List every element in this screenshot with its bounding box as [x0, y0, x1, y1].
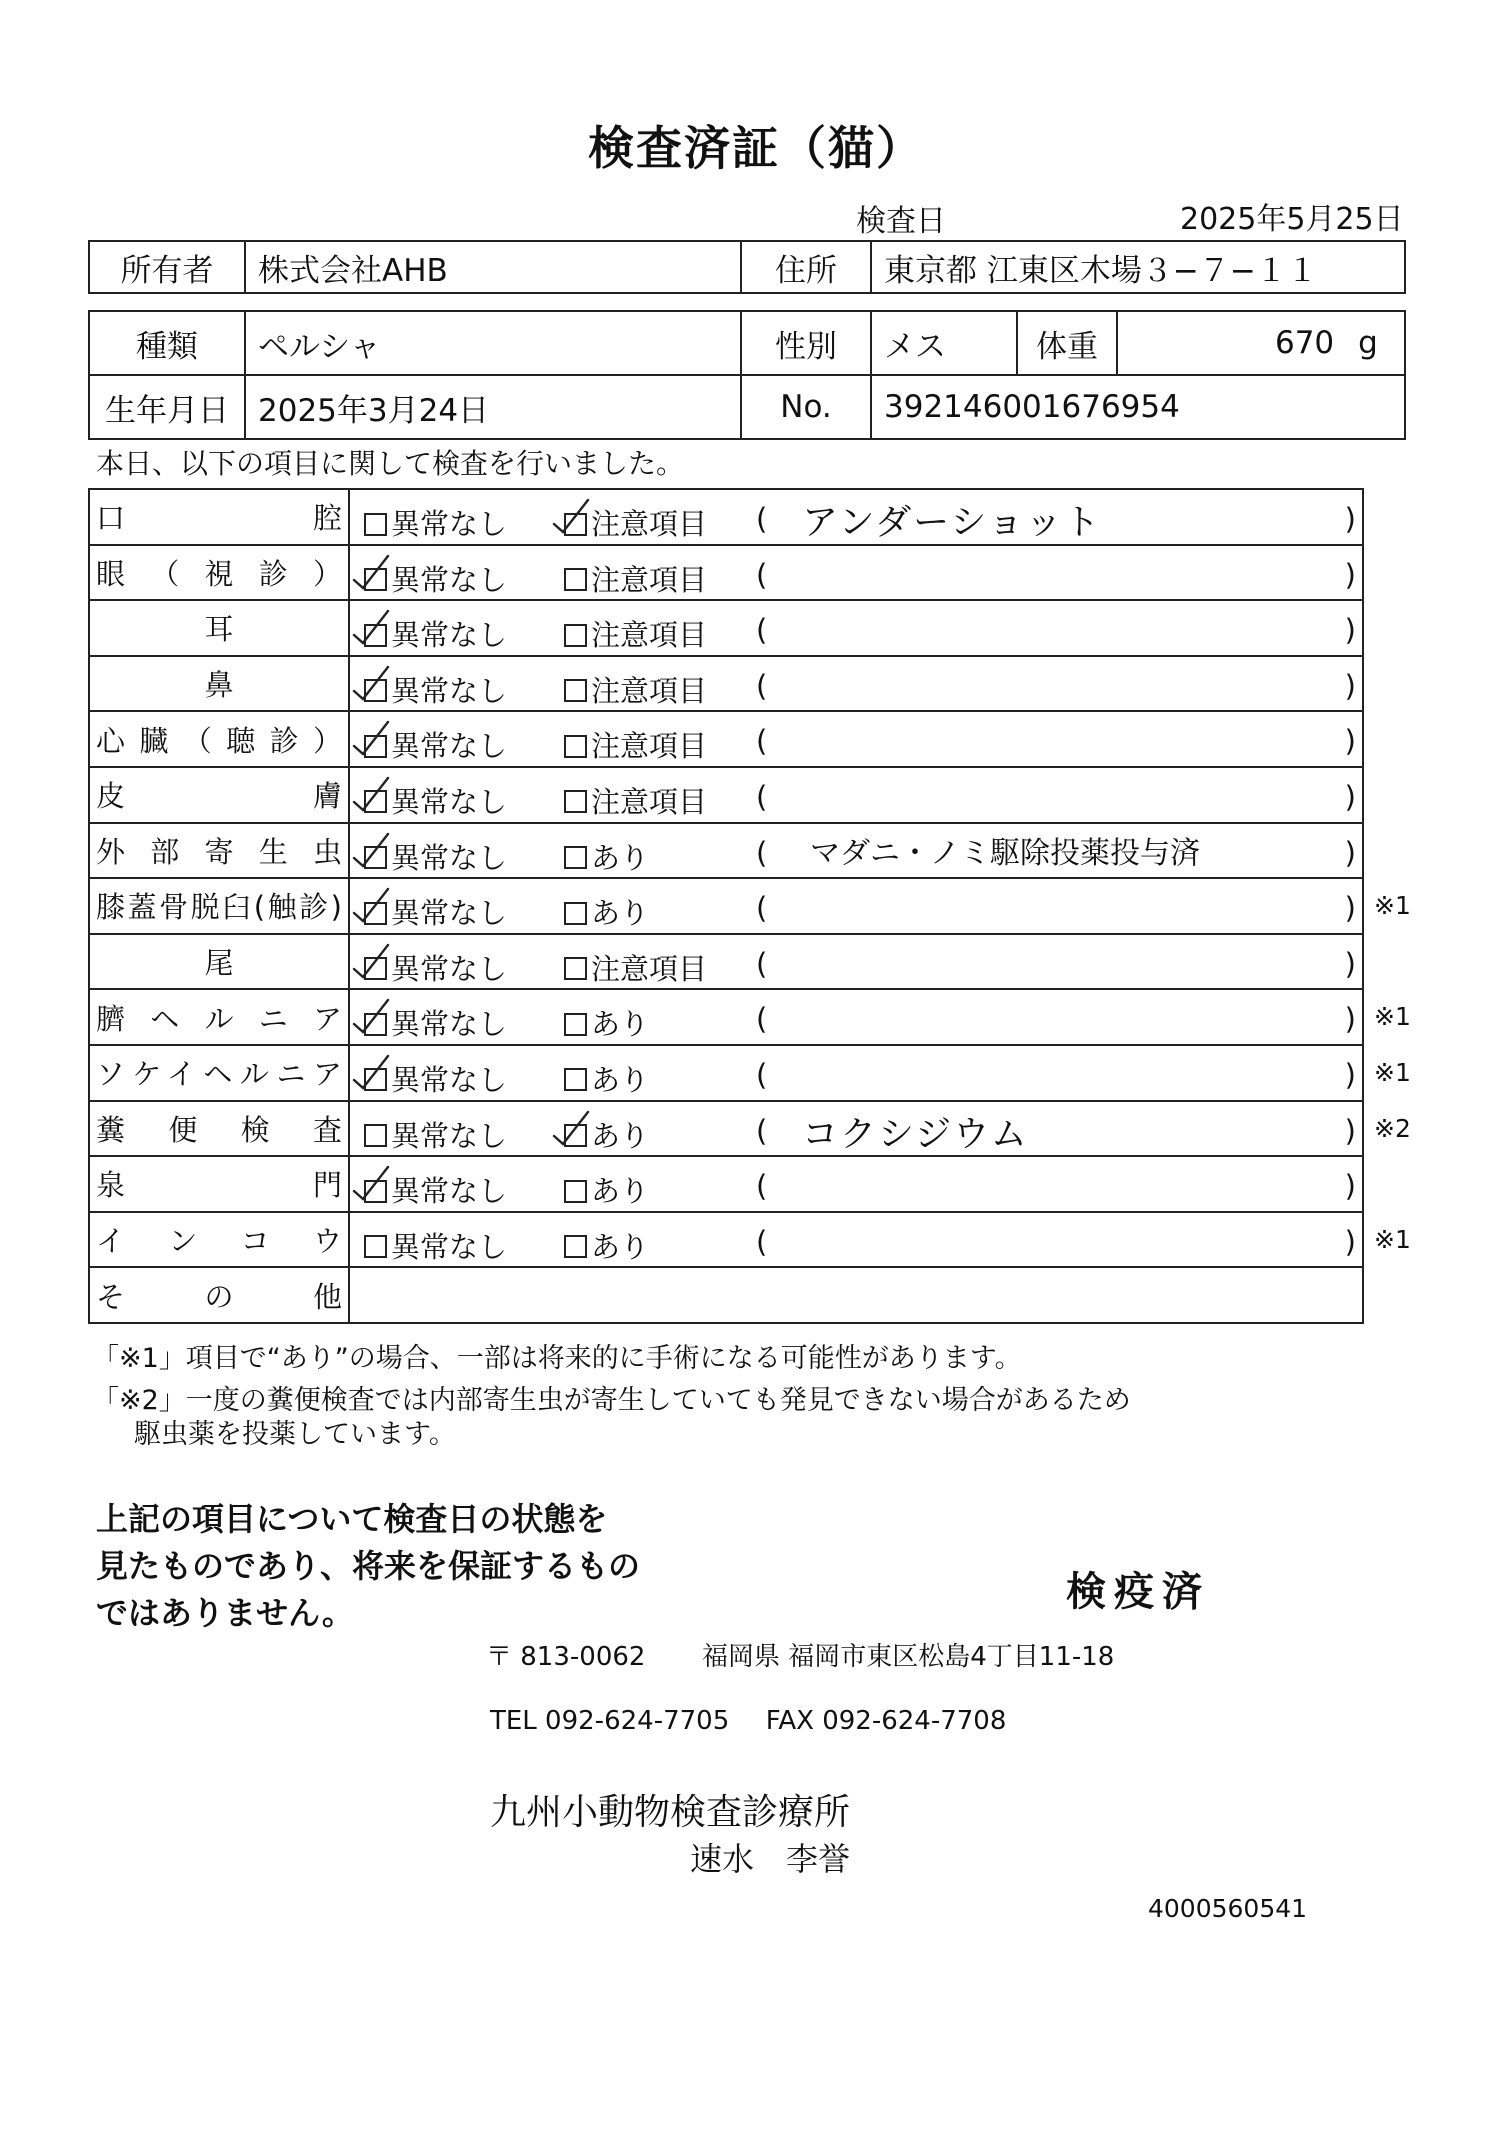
- option-finding-label: 注意項目: [591, 673, 708, 708]
- exam-item-label: [89, 1267, 349, 1323]
- owner-table: [88, 240, 1406, 294]
- sex-value: メス: [871, 311, 1017, 375]
- checkbox-icon[interactable]: [364, 790, 387, 813]
- note-2-continued: 駆虫薬を投薬しています。: [134, 1419, 456, 1450]
- exam-item-label: [89, 878, 349, 934]
- checkbox-icon[interactable]: [564, 1235, 587, 1258]
- exam-row: [89, 656, 1363, 712]
- option-normal[interactable]: [364, 780, 507, 821]
- owner-value: 株式会社AHB: [245, 241, 741, 293]
- checkbox-icon[interactable]: [564, 679, 587, 702]
- vet-name: 速水 李誉: [690, 1840, 851, 1878]
- exam-item-label: [89, 711, 349, 767]
- sex-label: 性別: [741, 311, 871, 375]
- other-remarks[interactable]: [349, 1267, 1363, 1323]
- option-finding-label: 注意項目: [591, 951, 708, 986]
- option-finding-label: 注意項目: [591, 562, 708, 597]
- weight-label: 体重: [1017, 311, 1117, 375]
- exam-item-label: [89, 989, 349, 1045]
- option-normal-label: 異常なし: [391, 507, 508, 541]
- option-normal-label: 異常なし: [391, 840, 508, 875]
- option-normal[interactable]: [364, 891, 507, 932]
- exam-item-label: [89, 1212, 349, 1268]
- address-label: 住所: [741, 241, 871, 293]
- other-label: その他: [96, 1279, 342, 1314]
- declaration: [96, 1496, 640, 1637]
- animal-table: [88, 310, 1406, 440]
- option-finding-label: あり: [591, 896, 650, 931]
- checkbox-icon[interactable]: [564, 568, 587, 591]
- exam-row: [89, 489, 1363, 545]
- exam-options: [349, 545, 1363, 601]
- remarks-parentheses: ( ): [756, 779, 1356, 814]
- exam-item-text: 膝蓋骨脱臼(触診): [96, 890, 342, 925]
- exam-item-text: 眼（視診）: [96, 556, 342, 591]
- exam-row: [89, 823, 1363, 879]
- exam-item-label: [89, 1101, 349, 1157]
- exam-remark: アンダーショット: [802, 502, 1102, 543]
- exam-row: [89, 545, 1363, 601]
- clinic-address: 福岡県 福岡市東区松島4丁目11-18: [701, 1642, 1115, 1672]
- option-finding-label: あり: [591, 1229, 650, 1264]
- quarantine-stamp: 検疫済: [1066, 1569, 1210, 1615]
- option-normal-label: 異常なし: [391, 951, 508, 986]
- option-finding[interactable]: [564, 502, 707, 543]
- weight-cell: [1117, 311, 1405, 375]
- remarks-parentheses: ( ): [756, 946, 1356, 981]
- checkbox-icon[interactable]: [364, 846, 387, 869]
- exam-options: [349, 489, 1363, 545]
- exam-options: [349, 767, 1363, 823]
- option-normal[interactable]: [364, 947, 507, 988]
- remarks-parentheses: ( ): [756, 1002, 1356, 1037]
- checkbox-icon[interactable]: [564, 624, 587, 647]
- exam-item-label: [89, 600, 349, 656]
- checkbox-icon[interactable]: [364, 513, 387, 536]
- exam-item-label: [89, 1045, 349, 1101]
- remarks-parentheses: ( ): [756, 502, 1356, 536]
- checkbox-icon[interactable]: [364, 1124, 387, 1147]
- exam-date-label: 検査日: [856, 204, 946, 239]
- option-finding[interactable]: [564, 947, 707, 988]
- exam-options: [349, 656, 1363, 712]
- exam-date: 2025年5月25日: [1180, 202, 1404, 237]
- checkbox-icon[interactable]: [564, 1124, 587, 1147]
- checkbox-icon[interactable]: [364, 1013, 387, 1036]
- remarks-parentheses: ( ): [756, 724, 1356, 759]
- exam-item-text: 心臓（聴診）: [96, 723, 342, 758]
- exam-options: [349, 600, 1363, 656]
- option-finding-label: 注意項目: [591, 507, 708, 541]
- exam-item-text: 尾: [204, 946, 234, 981]
- exam-item-text: 鼻: [204, 668, 234, 703]
- option-normal-label: 異常なし: [391, 896, 508, 931]
- option-finding[interactable]: [564, 1169, 649, 1210]
- checkbox-icon[interactable]: [364, 902, 387, 925]
- checkbox-icon[interactable]: [564, 1068, 587, 1091]
- remarks-parentheses: ( ): [756, 668, 1356, 703]
- checkbox-icon[interactable]: [564, 1180, 587, 1203]
- clinic-fax: FAX 092-624-7708: [765, 1706, 1007, 1736]
- option-normal-label: 異常なし: [391, 1118, 508, 1153]
- exam-row: [89, 878, 1363, 934]
- exam-options: [349, 1101, 1363, 1157]
- option-finding-label: あり: [591, 840, 650, 875]
- checkbox-icon[interactable]: [564, 846, 587, 869]
- option-finding[interactable]: [564, 836, 649, 877]
- option-finding[interactable]: [564, 780, 707, 821]
- exam-row: [89, 600, 1363, 656]
- option-finding[interactable]: [564, 891, 649, 932]
- option-normal[interactable]: [364, 836, 507, 877]
- remarks-parentheses: ( ): [756, 835, 1356, 870]
- option-normal-label: 異常なし: [391, 1174, 508, 1209]
- option-normal[interactable]: [364, 669, 507, 710]
- option-finding-label: あり: [591, 1174, 650, 1209]
- option-normal-label: 異常なし: [391, 1062, 508, 1097]
- exam-item-text: 泉門: [96, 1168, 342, 1203]
- remarks-parentheses: ( ): [756, 1057, 1356, 1092]
- exam-remark: コクシジウム: [802, 1113, 1029, 1155]
- checkbox-icon[interactable]: [364, 679, 387, 702]
- checkbox-icon[interactable]: [364, 1235, 387, 1258]
- footnote-mark: ※1: [1374, 1058, 1411, 1087]
- serial-number: 4000560541: [1148, 1894, 1308, 1923]
- option-finding-label: 注意項目: [591, 618, 708, 653]
- document-title: 検査済証（猫）: [588, 121, 924, 175]
- option-finding[interactable]: [564, 1058, 649, 1099]
- breed-label: 種類: [89, 311, 245, 375]
- exam-item-label: [89, 823, 349, 879]
- remarks-parentheses: ( ): [756, 891, 1356, 926]
- exam-item-label: [89, 656, 349, 712]
- checkbox-icon[interactable]: [564, 957, 587, 980]
- exam-options: [349, 934, 1363, 990]
- checkbox-icon[interactable]: [364, 624, 387, 647]
- exam-remark: マダニ・ノミ駆除投薬投与済: [810, 835, 1200, 871]
- clinic-name: 九州小動物検査診療所: [490, 1792, 851, 1833]
- exam-table: [88, 488, 1364, 1324]
- exam-row: [89, 1156, 1363, 1212]
- checkbox-icon[interactable]: [564, 902, 587, 925]
- option-finding-label: あり: [591, 1118, 650, 1153]
- option-finding-label: あり: [591, 1062, 650, 1097]
- checkbox-icon[interactable]: [564, 735, 587, 758]
- option-finding[interactable]: [564, 724, 707, 765]
- footnote-mark: ※1: [1374, 1002, 1411, 1032]
- exam-item-text: インコウ: [96, 1224, 342, 1259]
- option-finding[interactable]: [564, 669, 707, 710]
- remarks-parentheses: ( ): [756, 1224, 1356, 1259]
- option-normal-label: 異常なし: [391, 1007, 508, 1042]
- declaration-line-3: ではありません。: [96, 1594, 354, 1632]
- owner-label: 所有者: [89, 241, 245, 293]
- exam-row: [89, 1101, 1363, 1157]
- exam-item-text: 臍ヘルニア: [96, 1001, 342, 1036]
- breed-value: ペルシャ: [245, 311, 741, 375]
- checkbox-icon[interactable]: [564, 790, 587, 813]
- checkbox-icon[interactable]: [364, 735, 387, 758]
- exam-options: [349, 878, 1363, 934]
- note-2: 「※2」一度の糞便検査では内部寄生虫が寄生していても発見できない場合があるため: [92, 1385, 1131, 1416]
- checkbox-icon[interactable]: [364, 1180, 387, 1203]
- option-finding[interactable]: [564, 1002, 649, 1043]
- footnote-mark: ※1: [1374, 891, 1411, 921]
- exam-item-text: 糞便検査: [96, 1112, 342, 1147]
- option-normal-label: 異常なし: [391, 784, 508, 819]
- exam-row: [89, 711, 1363, 767]
- no-label: No.: [741, 375, 871, 439]
- option-normal[interactable]: [364, 502, 507, 543]
- remarks-parentheses: ( ): [756, 1169, 1356, 1204]
- address-value: 東京都 江東区木場３−７−１１: [871, 241, 1405, 293]
- option-finding[interactable]: [564, 1225, 649, 1266]
- option-normal-label: 異常なし: [391, 673, 508, 708]
- footnote-mark: ※1: [1374, 1224, 1411, 1254]
- exam-options: [349, 1045, 1363, 1101]
- exam-item-label: [89, 1156, 349, 1212]
- exam-item-text: 皮膚: [96, 779, 342, 814]
- exam-item-text: 外部寄生虫: [96, 834, 342, 869]
- exam-options: [349, 989, 1363, 1045]
- exam-row: [89, 934, 1363, 990]
- option-normal[interactable]: [364, 613, 507, 654]
- option-normal[interactable]: [364, 1114, 507, 1155]
- exam-item-label: [89, 767, 349, 823]
- option-normal[interactable]: [364, 1225, 507, 1266]
- remarks-parentheses: ( ): [756, 1113, 1356, 1148]
- checkbox-icon[interactable]: [564, 1013, 587, 1036]
- birth-label: 生年月日: [89, 375, 245, 439]
- checkbox-icon[interactable]: [364, 568, 387, 591]
- option-finding-label: あり: [591, 1007, 650, 1042]
- option-normal-label: 異常なし: [391, 729, 508, 764]
- clinic-address-line: [486, 1636, 1114, 1673]
- declaration-line-2: 見たものであり、将来を保証するもの: [96, 1547, 641, 1585]
- option-normal[interactable]: [364, 1169, 507, 1210]
- checkbox-icon[interactable]: [364, 957, 387, 980]
- intro-text: 本日、以下の項目に関して検査を行いました。: [96, 447, 685, 480]
- option-normal[interactable]: [364, 724, 507, 765]
- exam-row: [89, 1045, 1363, 1101]
- option-normal[interactable]: [364, 1002, 507, 1043]
- remarks-parentheses: ( ): [756, 557, 1356, 592]
- checkbox-icon[interactable]: [364, 1068, 387, 1091]
- option-normal-label: 異常なし: [391, 618, 508, 653]
- option-finding[interactable]: [564, 558, 707, 599]
- option-normal-label: 異常なし: [391, 562, 508, 597]
- option-normal-label: 異常なし: [391, 1229, 508, 1264]
- remarks-parentheses: ( ): [756, 613, 1356, 648]
- exam-row: [89, 1212, 1363, 1268]
- option-finding-label: 注意項目: [591, 729, 708, 764]
- exam-item-label: [89, 934, 349, 990]
- option-finding[interactable]: [564, 1114, 649, 1155]
- exam-item-text: 口腔: [96, 501, 342, 536]
- exam-item-text: 耳: [204, 612, 234, 647]
- exam-item-text: ソケイヘルニア: [96, 1057, 342, 1092]
- clinic-tel: TEL 092-624-7705: [490, 1706, 730, 1736]
- weight-value: 670: [1274, 325, 1335, 361]
- checkbox-icon[interactable]: [564, 513, 587, 536]
- option-normal[interactable]: [364, 1058, 507, 1099]
- exam-row-other: [89, 1267, 1363, 1323]
- footnote-mark: ※2: [1374, 1113, 1411, 1143]
- exam-row: [89, 767, 1363, 823]
- weight-unit: g: [1358, 325, 1378, 361]
- option-normal[interactable]: [364, 558, 507, 599]
- no-value: 392146001676954: [871, 375, 1405, 439]
- exam-row: [89, 989, 1363, 1045]
- exam-options: [349, 1156, 1363, 1212]
- note-1: 「※1」項目で“あり”の場合、一部は将来的に手術になる可能性があります。: [92, 1343, 1022, 1374]
- exam-item-label: [89, 489, 349, 545]
- exam-options: [349, 823, 1363, 879]
- clinic-postal: 〒 813-0062: [486, 1642, 646, 1672]
- declaration-line-1: 上記の項目について検査日の状態を: [96, 1500, 608, 1538]
- option-finding[interactable]: [564, 613, 707, 654]
- exam-options: [349, 1212, 1363, 1268]
- exam-options: [349, 711, 1363, 767]
- exam-item-label: [89, 545, 349, 601]
- option-finding-label: 注意項目: [591, 784, 708, 819]
- clinic-phone-line: [490, 1706, 1006, 1736]
- birth-value: 2025年3月24日: [245, 375, 741, 439]
